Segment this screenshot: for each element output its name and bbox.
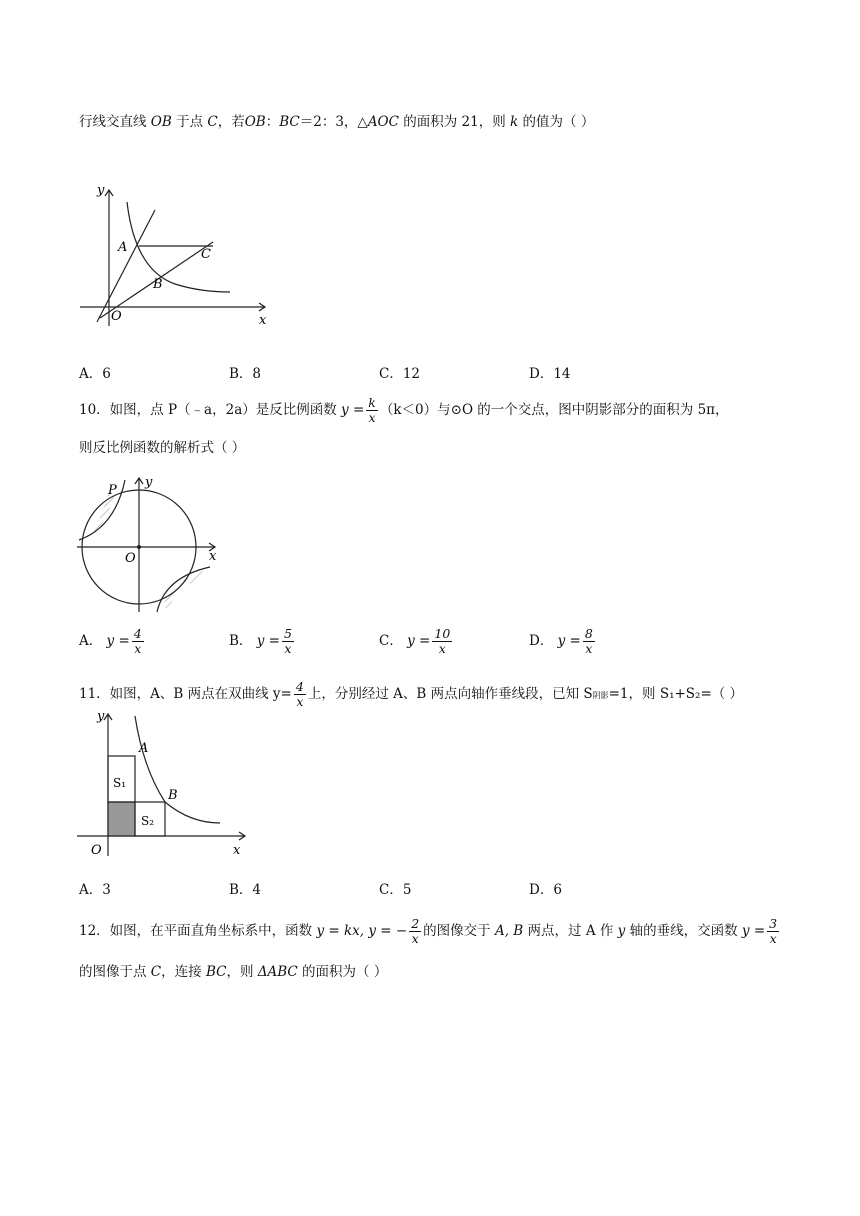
q9-text-a: 行线交直线 <box>79 114 147 130</box>
q10-fig-y: y <box>145 475 153 490</box>
q9-text-b: 于点 <box>176 114 204 130</box>
q9-option-d[interactable]: D．14 <box>529 366 571 382</box>
q11-frac-num: 4 <box>295 679 304 694</box>
q11-text-b: 上，分别经过 A、B 两点向轴作垂线段，已知 S <box>307 686 593 702</box>
q12-frac-num: 2 <box>411 916 420 931</box>
q10-text-a: 10．如图，点 P（﹣a，2a）是反比例函数 <box>79 402 337 418</box>
q12-frac2-num: 3 <box>769 916 778 931</box>
q9-option-b[interactable]: B．8 <box>229 366 262 382</box>
q9-fig-o: O <box>111 309 122 324</box>
q10-y-eq: y = <box>341 402 365 418</box>
q10-shade-right <box>161 570 205 608</box>
q11-fig-y: y <box>97 709 105 724</box>
q10-fraction <box>366 396 378 425</box>
q10-hyperbola-left <box>79 480 125 540</box>
q11-figure <box>75 708 250 863</box>
q9-ob2: OB <box>244 114 266 130</box>
q10-origin-dot <box>137 545 141 549</box>
q11-option-c[interactable]: C．5 <box>379 882 412 898</box>
q10-option-d[interactable] <box>529 627 597 656</box>
q9-bc: BC <box>279 114 300 130</box>
q9-text-f: 的值为（ ） <box>522 114 595 130</box>
q11-text-a: 11．如图，A、B 两点在双曲线 y= <box>79 686 292 702</box>
q10-option-a-label: A． <box>79 633 103 649</box>
q10-option-c-lhs: y = <box>407 633 431 649</box>
q10-option-d-den: x <box>585 641 593 656</box>
q10-option-c[interactable] <box>379 627 454 656</box>
q10-option-d-num: 8 <box>584 626 593 641</box>
q10-option-a-num: 4 <box>133 626 142 641</box>
q11-shaded-rect <box>108 802 135 836</box>
q9-fig-x: x <box>259 313 267 328</box>
q9-option-a[interactable]: A．6 <box>79 366 111 382</box>
q11-option-d[interactable]: D．6 <box>529 882 562 898</box>
q11-option-b[interactable]: B．4 <box>229 882 262 898</box>
q9-text-d: ＝2：3，△ <box>299 114 368 130</box>
q9-colon: ： <box>265 114 280 130</box>
q12-tri: ΔABC <box>257 964 298 980</box>
q12-text-a: 12．如图，在平面直角坐标系中，函数 <box>79 923 313 939</box>
q10-fig-p: P <box>108 483 117 498</box>
q10-frac-num: k <box>368 395 376 410</box>
q12-line2-a: 的图像于点 <box>79 964 147 980</box>
q9-hyperbola <box>127 202 230 292</box>
q10-fig-o: O <box>125 551 136 566</box>
q10-fig-x: x <box>209 549 217 564</box>
q11-text-c: =1，则 S₁+S₂=（ ） <box>608 686 744 702</box>
q9-line-oa <box>97 210 155 322</box>
q10-figure <box>75 472 225 617</box>
q9-figure <box>75 180 275 330</box>
q11-text-line <box>79 680 743 709</box>
q12-text-line2 <box>79 962 387 982</box>
q12-c: C <box>150 964 162 980</box>
q9-text-line <box>79 112 594 132</box>
q12-bc: BC <box>205 964 227 980</box>
q12-text-c: 两点，过 A 作 <box>527 923 614 939</box>
q12-y-eq: y = <box>741 923 766 939</box>
q9-aoc: AOC <box>367 114 399 130</box>
q10-option-b-num: 5 <box>283 626 292 641</box>
q11-fig-x: x <box>233 843 241 858</box>
q10-option-b-den: x <box>284 641 292 656</box>
q10-frac-den: x <box>368 410 376 425</box>
q12-frac-den: x <box>411 931 419 946</box>
q10-option-c-den: x <box>438 641 446 656</box>
q12-funcs: y = kx, y = − <box>316 923 408 939</box>
q10-option-b[interactable] <box>229 627 296 656</box>
q10-option-b-lhs: y = <box>256 633 280 649</box>
q9-text-c: ，若 <box>217 114 245 130</box>
q9-fig-y: y <box>97 183 105 198</box>
q11-frac-den: x <box>296 694 304 709</box>
q9-fig-c: C <box>201 247 211 262</box>
q11-fig-s1: S₁ <box>113 776 127 790</box>
q9-c: C <box>207 114 218 130</box>
q10-option-a-lhs: y = <box>106 633 130 649</box>
q9-option-c[interactable]: C．12 <box>379 366 421 382</box>
q12-yaxis: y <box>617 923 626 939</box>
q9-fig-b: B <box>153 277 163 292</box>
q10-option-c-label: C． <box>379 633 403 649</box>
q10-option-a-den: x <box>134 641 142 656</box>
q10-option-d-lhs: y = <box>557 633 581 649</box>
q12-frac2-den: x <box>769 931 777 946</box>
q10-text-line1 <box>79 396 729 425</box>
q9-fig-a: A <box>118 240 128 255</box>
q11-hyperbola <box>135 716 220 823</box>
q12-line2-c: ，则 <box>226 964 254 980</box>
q11-sub: 阴影 <box>592 691 609 700</box>
q9-k: k <box>510 114 519 130</box>
q10-option-d-label: D． <box>529 633 554 649</box>
q9-ob: OB <box>150 114 172 130</box>
q10-text-b: （k＜0）与⊙O 的一个交点，图中阴影部分的面积为 5π， <box>379 402 729 418</box>
q12-text-d: 轴的垂线，交函数 <box>629 923 738 939</box>
q12-text-b: 的图像交于 <box>423 923 491 939</box>
q11-option-a[interactable]: A．3 <box>79 882 111 898</box>
q12-ab: A, B <box>494 923 524 939</box>
q10-option-b-label: B． <box>229 633 253 649</box>
q11-fig-o: O <box>91 843 102 858</box>
q11-fig-a: A <box>139 741 149 756</box>
q10-option-c-num: 10 <box>434 626 451 641</box>
q10-text-line2: 则反比例函数的解析式（ ） <box>79 440 246 456</box>
q10-option-a[interactable] <box>79 627 146 656</box>
q11-fig-s2: S₂ <box>141 814 155 828</box>
q9-text-e: 的面积为 21，则 <box>403 114 506 130</box>
q11-fig-b: B <box>168 788 178 803</box>
q12-line2-b: ，连接 <box>161 964 202 980</box>
q12-line2-d: 的面积为（ ） <box>302 964 388 980</box>
q12-text-line1 <box>79 917 781 946</box>
